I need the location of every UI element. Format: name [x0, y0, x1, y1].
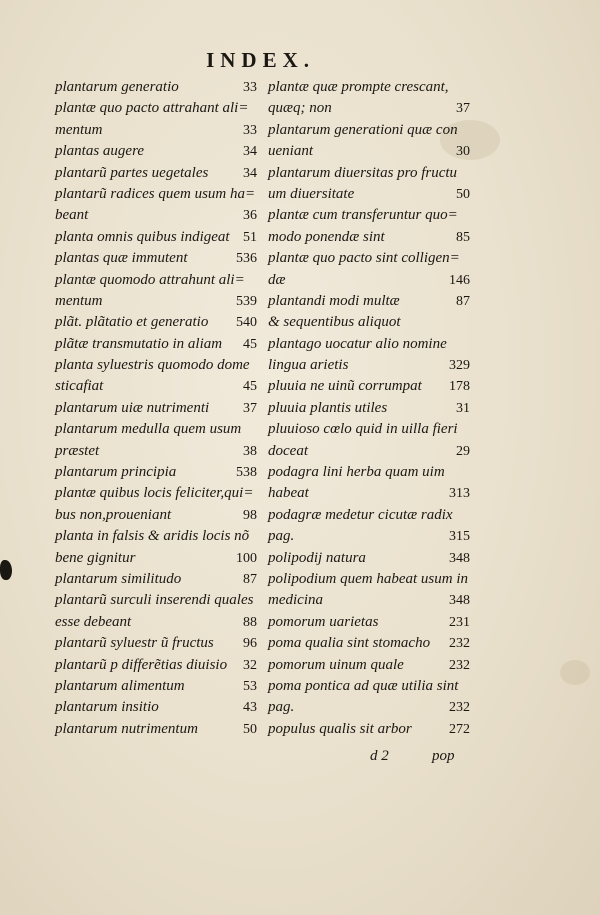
entry-text: plantarũ p differẽtias diuisio — [55, 656, 228, 673]
index-entry — [55, 98, 257, 119]
entry-text: plantæ quo pacto attrahant ali= — [55, 100, 249, 117]
entry-text: plantas augere — [55, 143, 145, 160]
catchword: pop — [432, 748, 455, 764]
index-entry — [268, 676, 470, 697]
index-entry — [268, 419, 470, 440]
index-entry — [55, 163, 257, 184]
entry-text: plantarum generatio — [55, 79, 179, 95]
index-entry — [55, 526, 257, 547]
index-entry — [55, 77, 257, 98]
entry-text: planta syluestris quomodo dome — [55, 357, 250, 374]
index-entry — [55, 291, 257, 312]
page-number: 30 — [456, 144, 470, 160]
entry-text: pluuioso cœlo quid in uilla fieri — [268, 421, 458, 438]
index-entry — [55, 312, 257, 333]
index-entry — [55, 612, 257, 633]
page-number: 146 — [449, 272, 470, 288]
entry-text: beant — [55, 207, 89, 224]
index-entry — [55, 719, 257, 740]
entry-text: bus non,proueniant — [55, 506, 172, 523]
index-entry — [55, 227, 257, 248]
index-column-right — [268, 77, 470, 740]
index-entry — [55, 655, 257, 676]
index-entry — [55, 697, 257, 718]
entry-text: plantæ cum transferuntur quo= — [268, 207, 458, 224]
entry-text: & sequentibus aliquot — [268, 314, 401, 331]
entry-text: quæq; non — [268, 100, 332, 117]
index-entry — [268, 719, 470, 740]
entry-text: sticafiat — [55, 378, 104, 395]
entry-text: pomorum uinum quale — [268, 656, 404, 673]
page-number: 31 — [456, 400, 470, 416]
index-entry — [268, 270, 470, 291]
index-entry — [268, 483, 470, 504]
page-number: 50 — [456, 186, 470, 202]
page-number: 87 — [456, 293, 470, 309]
entry-text: plantarũ partes uegetales — [55, 164, 209, 181]
index-entry — [268, 205, 470, 226]
index-entry — [268, 98, 470, 119]
index-entry — [268, 505, 470, 526]
index-entry — [268, 569, 470, 590]
signature-mark: d 2 — [370, 748, 389, 764]
entry-text: pluuia plantis utiles — [268, 399, 388, 416]
page-number: 45 — [243, 336, 257, 352]
entry-text: plantarum principia — [55, 464, 177, 481]
index-entry — [268, 141, 470, 162]
paper-stain — [560, 660, 590, 685]
entry-text: præstet — [55, 442, 100, 459]
entry-text: plantarum alimentum — [55, 677, 185, 694]
entry-text: planta in falsis & aridis locis nõ — [55, 528, 250, 545]
entry-text: mentum — [55, 292, 103, 309]
entry-text: mentum — [55, 121, 103, 138]
page-number: 232 — [449, 657, 470, 673]
page-number: 315 — [449, 529, 470, 545]
running-header — [0, 48, 600, 73]
index-entry — [55, 334, 257, 355]
index-entry — [268, 697, 470, 718]
index-entry — [55, 184, 257, 205]
page-number: 348 — [449, 593, 470, 609]
page-number: 272 — [449, 721, 470, 737]
index-entry — [55, 633, 257, 654]
entry-text: esse debeant — [55, 613, 132, 630]
page-number: 313 — [449, 486, 470, 502]
entry-text: plãtæ transmutatio in aliam — [55, 335, 223, 352]
entry-text: poma pontica ad quæ utilia sint — [268, 677, 459, 694]
page-number: 45 — [243, 379, 257, 395]
entry-text: plantarũ syluestr ũ fructus — [55, 635, 214, 652]
page-number: 232 — [449, 636, 470, 652]
entry-text: plantarũ radices quem usum ha= — [55, 185, 256, 202]
entry-text: plantarum diuersitas pro fructu — [268, 164, 458, 181]
page-number: 88 — [243, 614, 257, 630]
index-column-left — [55, 77, 257, 740]
entry-text: plantarum uiæ nutrimenti — [55, 399, 210, 416]
entry-text: podagra lini herba quam uim — [268, 464, 445, 481]
page-number: 51 — [243, 229, 257, 245]
page-number: 43 — [243, 700, 257, 716]
index-entry — [268, 655, 470, 676]
page-number: 34 — [243, 144, 257, 160]
entry-text: polipodij natura — [268, 549, 366, 566]
entry-text: plantæ quomodo attrahunt ali= — [55, 271, 245, 288]
entry-text: um diuersitate — [268, 185, 355, 202]
page-number: 33 — [243, 80, 257, 95]
page-number: 329 — [449, 358, 470, 374]
page-number: 37 — [456, 101, 470, 117]
index-entry — [55, 569, 257, 590]
index-entry — [55, 676, 257, 697]
page-number: 38 — [243, 443, 257, 459]
page-number: 36 — [243, 208, 257, 224]
page-number: 98 — [243, 507, 257, 523]
page-number: 85 — [456, 229, 470, 245]
entry-text: plantarum generationi quæ con — [268, 121, 458, 138]
index-entry — [55, 141, 257, 162]
entry-text: plantæ quo pacto sint colligen= — [268, 250, 460, 267]
index-entry — [55, 270, 257, 291]
entry-text: pluuia ne uinũ corrumpat — [268, 378, 422, 395]
entry-text: pag. — [268, 699, 295, 716]
page-number: 33 — [243, 122, 257, 138]
ink-blot — [0, 560, 12, 580]
index-entry — [268, 441, 470, 462]
entry-text: plãt. plãtatio et generatio — [55, 314, 209, 331]
entry-text: medicina — [268, 592, 323, 609]
index-entry — [268, 526, 470, 547]
index-entry — [55, 548, 257, 569]
index-entry — [55, 441, 257, 462]
index-entry — [55, 398, 257, 419]
page-number: 536 — [236, 251, 257, 267]
index-entry — [268, 120, 470, 141]
index-entry — [268, 612, 470, 633]
entry-text: plantæ quibus locis feliciter,qui= — [55, 485, 254, 502]
index-entry — [268, 248, 470, 269]
entry-text: polipodium quem habeat usum in — [268, 570, 468, 587]
entry-text: bene gignitur — [55, 549, 136, 566]
page-number: 540 — [236, 315, 257, 331]
index-entry — [268, 312, 470, 333]
entry-text: ueniant — [268, 143, 313, 160]
page-number: 50 — [243, 721, 257, 737]
page-number: 34 — [243, 165, 257, 181]
index-entry — [55, 462, 257, 483]
index-entry — [268, 398, 470, 419]
index-entry — [268, 376, 470, 397]
entry-text: plantarum similitudo — [55, 570, 182, 587]
entry-text: plantandi modi multæ — [268, 292, 400, 309]
index-entry — [55, 590, 257, 611]
entry-text: doceat — [268, 442, 308, 459]
index-entry — [268, 184, 470, 205]
index-entry — [55, 505, 257, 526]
page-number: 100 — [236, 550, 257, 566]
index-entry — [268, 355, 470, 376]
page-number: 178 — [449, 379, 470, 395]
page-number: 96 — [243, 636, 257, 652]
entry-text: modo ponendæ sint — [268, 228, 385, 245]
index-entry — [268, 334, 470, 355]
index-entry — [268, 291, 470, 312]
entry-text: lingua arietis — [268, 357, 349, 374]
entry-text: pomorum uarietas — [268, 613, 379, 630]
page-number: 37 — [243, 400, 257, 416]
entry-text: planta omnis quibus indigeat — [55, 228, 230, 245]
entry-text: plantas quæ immutent — [55, 250, 188, 267]
index-entry — [268, 163, 470, 184]
index-entry — [268, 227, 470, 248]
index-entry — [55, 120, 257, 141]
page-title: INDEX. — [206, 48, 315, 72]
index-entry — [55, 419, 257, 440]
page-number: 348 — [449, 550, 470, 566]
entry-text: dæ — [268, 271, 286, 288]
entry-text: plantæ quæ prompte crescant, — [268, 79, 449, 95]
index-entry — [268, 77, 470, 98]
entry-text: plantarũ surculi inserendi quales — [55, 592, 254, 609]
index-entry — [268, 633, 470, 654]
entry-text: plantago uocatur alio nomine — [268, 335, 447, 352]
index-entry — [55, 355, 257, 376]
page-number: 232 — [449, 700, 470, 716]
index-entry — [268, 548, 470, 569]
page-number: 539 — [236, 293, 257, 309]
index-entry — [55, 205, 257, 226]
entry-text: pag. — [268, 528, 295, 545]
entry-text: podagræ medetur cicutæ radix — [268, 506, 453, 523]
page-number: 87 — [243, 571, 257, 587]
index-entry — [55, 376, 257, 397]
entry-text: poma qualia sint stomacho — [268, 635, 431, 652]
entry-text: plantarum medulla quem usum — [55, 421, 242, 438]
index-entry — [55, 248, 257, 269]
entry-text: populus qualis sit arbor — [268, 720, 412, 737]
entry-text: habeat — [268, 485, 309, 502]
page-number: 53 — [243, 678, 257, 694]
entry-text: plantarum insitio — [55, 699, 159, 716]
index-entry — [268, 590, 470, 611]
page-number: 32 — [243, 657, 257, 673]
index-entry — [268, 462, 470, 483]
index-entry — [55, 483, 257, 504]
page-number: 29 — [456, 443, 470, 459]
page-number: 538 — [236, 465, 257, 481]
entry-text: plantarum nutrimentum — [55, 720, 198, 737]
page-number: 231 — [449, 614, 470, 630]
